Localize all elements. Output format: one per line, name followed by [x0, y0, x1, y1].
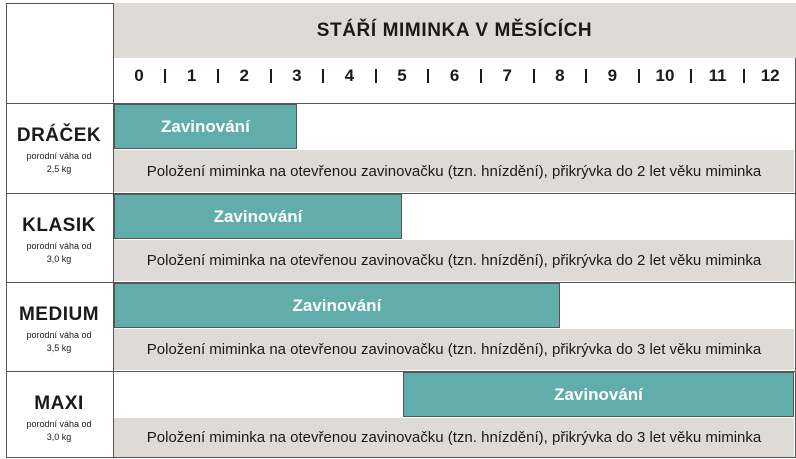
- row-weight: 3,0 kg: [46, 254, 72, 264]
- month-separator: [480, 69, 482, 83]
- month-label: 12: [760, 66, 780, 85]
- row-note: Položení miminka na otevřenou zavinovačku (tzn. hnízdění), přikrývka do 3 let věku miminka: [114, 329, 794, 370]
- swaddling-bar: Zavinování: [114, 104, 297, 149]
- month-label: 7: [502, 66, 512, 85]
- month-separator: [585, 69, 587, 83]
- month-separator: [743, 69, 745, 83]
- row-weight: 2,5 kg: [46, 164, 72, 174]
- month-label: 1: [186, 66, 197, 85]
- swaddling-bar: Zavinování: [403, 372, 794, 417]
- row-name: MEDIUM: [18, 304, 100, 325]
- row-note: Položení miminka na otevřenou zavinovačku (tzn. hnízdění), přikrývka do 2 let věku miminka: [114, 150, 794, 192]
- row-note: Položení miminka na otevřenou zavinovačku (tzn. hnízdění), přikrývka do 3 let věku miminka: [114, 418, 794, 457]
- month-label: 3: [292, 66, 302, 85]
- swaddling-bar: Zavinování: [114, 283, 560, 328]
- month-label: 10: [655, 66, 675, 85]
- row-name: MAXI: [34, 393, 84, 414]
- month-separator: [533, 69, 535, 83]
- row-weight-label: porodní váha od: [26, 151, 92, 161]
- row-weight: 3,5 kg: [46, 343, 72, 353]
- chart-title: STÁŘÍ MIMINKA V MĚSÍCÍCH: [316, 20, 593, 41]
- month-label: 4: [344, 66, 355, 85]
- month-separator: [270, 69, 272, 83]
- month-label: 5: [397, 66, 407, 85]
- month-separator: [427, 69, 429, 83]
- swaddling-bar: Zavinování: [114, 194, 402, 239]
- month-separator: [375, 69, 377, 83]
- row-name: KLASIK: [22, 215, 96, 236]
- month-separator: [217, 69, 219, 83]
- row-weight: 3,0 kg: [46, 432, 72, 442]
- row-name: DRÁČEK: [16, 125, 102, 146]
- month-separator: [690, 69, 692, 83]
- month-label: 9: [607, 66, 618, 85]
- month-label: 2: [239, 66, 249, 85]
- row-weight-label: porodní váha od: [26, 419, 92, 429]
- month-separator: [322, 69, 324, 83]
- row-note: Položení miminka na otevřenou zavinovačku (tzn. hnízdění), přikrývka do 2 let věku miminka: [114, 240, 794, 281]
- month-label: 6: [449, 66, 460, 85]
- row-weight-label: porodní váha od: [26, 241, 92, 251]
- month-separator: [164, 69, 166, 83]
- month-separator: [638, 69, 640, 83]
- month-label: 0: [134, 66, 144, 85]
- row-weight-label: porodní váha od: [26, 330, 92, 340]
- month-label: 11: [708, 66, 727, 85]
- month-label: 8: [555, 66, 565, 85]
